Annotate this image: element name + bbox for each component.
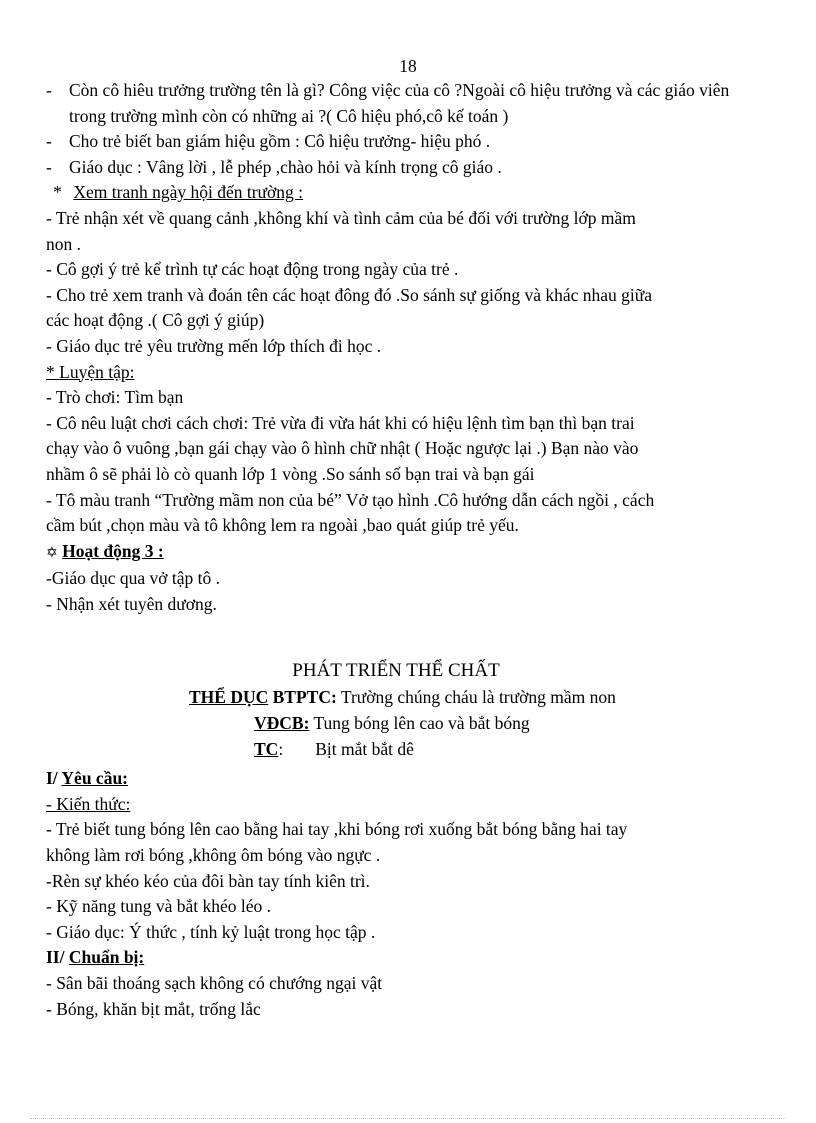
page-bottom-rule — [30, 1118, 786, 1119]
section-title: Xem tranh ngày hội đến trường : — [73, 182, 304, 203]
intro-item: - Giáo dục : Vâng lời , lễ phép ,chào hỏi và kính trọng cô giáo . — [46, 155, 746, 181]
paragraph-line: -Giáo dục qua vở tập tô . — [46, 568, 221, 589]
paragraph-line: cầm bút ,chọn màu và tô không lem ra ngoài ,bao quát giúp trẻ yếu. — [46, 515, 519, 536]
paragraph-line: - Bóng, khăn bịt mắt, trống lắc — [46, 998, 261, 1019]
subject-text: Tung bóng lên cao và bắt bóng — [313, 713, 530, 734]
paragraph-line: - Nhận xét tuyên dương. — [46, 593, 217, 614]
paragraph-line: - Giáo dục: Ý thức , tính kỷ luật trong học tập . — [46, 921, 376, 942]
paragraph-line: - Cô nêu luật chơi cách chơi: Trẻ vừa đi vừa hát khi có hiệu lệnh tìm bạn thì bạn trai — [46, 412, 635, 433]
intro-item-text: Giáo dục : Vâng lời , lễ phép ,chào hỏi và kính trọng cô giáo . — [69, 156, 502, 177]
paragraph-line: - Trò chơi: Tìm bạn — [46, 387, 184, 408]
paragraph-line: - Kỹ năng tung và bắt khéo léo . — [46, 896, 272, 917]
subject-sublabel: BTPTC: — [272, 687, 337, 708]
document-body — [46, 78, 746, 1022]
intro-item-text: Còn cô hiêu trưởng trường tên là gì? Công việc của cô ?Ngoài cô hiệu trưởng và các giáo viên trong trường mình còn có những ai ?( Cô hiệu phó,cô kế toán ) — [69, 80, 730, 126]
section-title-luyen-tap: * Luyện tập: — [46, 361, 135, 382]
paragraph-line: nhầm ô sẽ phải lò cò quanh lớp 1 vòng .So sánh số bạn trai và bạn gái — [46, 463, 535, 484]
subject-text: Bịt mắt bắt dê — [315, 738, 414, 759]
section-heading-xem-tranh — [46, 180, 746, 206]
paragraph-line: -Rèn sự khéo kéo của đôi bàn tay tính kiên trì. — [46, 870, 370, 891]
subject-line-the-duc — [46, 685, 746, 711]
paragraph-line: các hoạt động .( Cô gợi ý giúp) — [46, 310, 265, 331]
subject-label: THỂ DỤC — [189, 687, 269, 708]
paragraph-line: - Tô màu tranh “Trường mầm non của bé” Vở tạo hình .Cô hướng dẫn cách ngồi , cách — [46, 489, 655, 510]
paragraph-line: không làm rơi bóng ,không ôm bóng vào ngực . — [46, 845, 381, 866]
section-title: Yêu cầu: — [61, 768, 129, 789]
subject-line-vdcb — [46, 711, 746, 737]
paragraph-line: chạy vào ô vuông ,bạn gái chạy vào ô hình chữ nhật ( Hoặc ngược lại .) Bạn nào vào — [46, 438, 639, 459]
paragraph-line: - Trẻ biết tung bóng lên cao bằng hai tay ,khi bóng rơi xuống bắt bóng bằng hai tay — [46, 819, 628, 840]
star-of-david-icon: ✡ — [46, 544, 58, 561]
main-heading: PHÁT TRIỂN THỂ CHẤT — [292, 660, 500, 682]
intro-item-text: Cho trẻ biết ban giám hiệu gồm : Cô hiệu trưởng- hiệu phó . — [69, 131, 491, 152]
subject-label: TC — [254, 738, 279, 759]
asterisk-bullet: * — [53, 182, 62, 203]
subject-line-tc: TC: Bịt mắt bắt dê — [254, 738, 414, 759]
section-heading-hoat-dong-3 — [46, 539, 746, 567]
section-heading-yeu-cau: I/ Yêu cầu: — [46, 768, 129, 789]
subject-label: VĐCB: — [254, 713, 310, 734]
paragraph-line: - Cô gợi ý trẻ kể trình tự các hoạt động trong ngày của trẻ . — [46, 259, 459, 280]
paragraph-line: non . — [46, 233, 81, 254]
paragraph-line: - Sân bãi thoáng sạch không có chướng ngại vật — [46, 973, 383, 993]
section-title: Hoạt động 3 : — [62, 540, 164, 561]
paragraph-line: - Giáo dục trẻ yêu trường mến lớp thích đi học . — [46, 335, 382, 356]
paragraph-line: - Cho trẻ xem tranh và đoán tên các hoạt đông đó .So sánh sự giống và khác nhau giữa — [46, 284, 653, 305]
subject-text: Trường chúng cháu là trường mầm non — [340, 687, 616, 708]
intro-item: - Còn cô hiêu trưởng trường tên là gì? Công việc của cô ?Ngoài cô hiệu trưởng và các giáo viên trong trường mình còn có những ai ?( Cô hiệu phó,cô kế toán ) — [46, 78, 746, 129]
paragraph-line: - Trẻ nhận xét về quang cảnh ,không khí và tình cảm của bé đối với trường lớp mầm — [46, 207, 636, 228]
section-heading-chuan-bi: II/ Chuẩn bị: — [46, 947, 145, 968]
sub-heading-kien-thuc: - Kiến thức: — [46, 793, 131, 814]
section-title: Chuẩn bị: — [68, 947, 145, 968]
page-number: 18 — [399, 56, 417, 76]
intro-item: - Cho trẻ biết ban giám hiệu gồm : Cô hiệu trưởng- hiệu phó . — [46, 129, 746, 155]
